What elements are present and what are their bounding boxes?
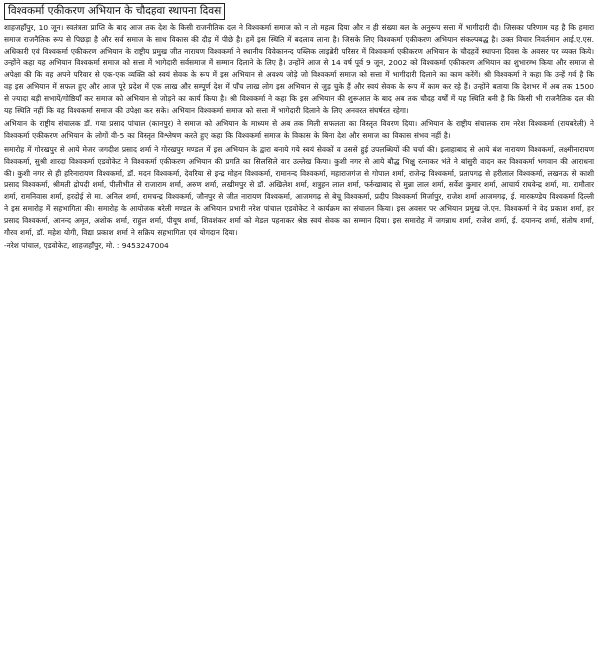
article-headline: विश्वकर्मा एकीकरण अभियान के चौदहवा स्थापना दिवस (4, 3, 225, 20)
article-paragraph-2: अभियान के राष्ट्रीय संचालक डॉ. गया प्रसाद पांचाल (कानपुर) ने समाज को अभियान के माध्यम से अब तक मिली सफलता का विस्तृत विवरण दिया। अभियान के राष्ट्रीय संचालक राम नरेश विश्वकर्मा (रायबरेली) ने विश्वकर्मा एकीकरण अभियान के लोगों वी-5 का विस्तृत विश्लेषण करते हुए कहा कि विश्वकर्मा समाज के विकास के बिना देश और समाज का विकास संभव नहीं है। (4, 119, 594, 141)
article-byline: -नरेश पांचाल, एडवोकेट, शाहजहाँपुर, मो. : 9453247004 (4, 241, 169, 251)
article-paragraph-3: समारोह में गोरखपुर से आये मेजर जगदीश प्रसाद शर्मा ने गोरखपुर मण्डल में इस अभियान के द्वारा बनाये गये स्वयं सेवकों व उससे हुई उपलब्धियों की चर्चा की। इलाहाबाद से आये बंश नारायण विश्वकर्मा, लक्ष्मीनारायण विश्वकर्मा, सुश्री शारदा विश्वकर्मा एडवोकेट ने विश्वकर्मा एकीकरण अभियान की प्रगति का सिलसिले वार उल्लेख किया। कुशी नगर से आये बौद्ध भिक्षु रत्नाकर भंते ने बांसुरी वादन कर विश्वकर्मा भगवान की आराधना की। कुशी नगर से ही हरिनारायण विश्वकर्मा, डॉ. मदन विश्वकर्मा, देवरिया से इन्द्र मोहन विश्वकर्मा, रामानन्द विश्वकर्मा, महाराजगंज से गोपाल शर्मा, राजेन्द्र विश्वकर्मा, प्रतापगढ़ से हरीलाल विश्वकर्मा, लखनऊ से काशी प्रसाद विश्वकर्मा, श्रीमती द्रोपदी शर्मा, पीलीभीत से राजाराम शर्मा, अरुण शर्मा, लखीमपुर से डॉ. अखिलेश शर्मा, शत्रुहन लाल शर्मा, फर्रुखाबाद से मुन्ना लाल शर्मा, सर्वेश कुमार शर्मा, आचार्य राघवेन्द्र शर्मा, मा. रामौतार शर्मा, रामनिवास शर्मा, हरदोई से मा. अनिल शर्मा, रामचन्द्र विश्वकर्मा, जौनपुर से जीत नारायण विश्वकर्मा, आजमगढ़ से बेचू विश्वकर्मा, प्रदीप विश्वकर्मा मिर्जापुर, राजेश शर्मा आजमगढ़, ई. मारकण्डेय विश्वकर्मा दिल्ली ने इस समारोह में सहभागिता की। समारोह के आयोजक बरेली मण्डल के अभियान प्रभारी नरेश पांचाल एडवोकेट ने कार्यक्रम का संचालन किया। इस अवसर पर अभियान प्रमुख जे.एन. विश्वकर्मा ने वेद प्रकाश शर्मा, हर प्रसाद विश्वकर्मा, आनन्द अमृत, अशोक शर्मा, राहुल शर्मा, पीयूष शर्मा, शिवशंकर शर्मा को मेडल पहनाकर श्रेष्ठ स्वयं सेवक का सम्मान दिया। इस समारोह में जगन्नाथ शर्मा, राजेश शर्मा, ई. दयानन्द शर्मा, संतोष शर्मा, गौरव शर्मा, डॉ. महेश योगी, विद्या प्रकाश शर्मा ने सक्रिय सहभागिता एवं योगदान दिया। (4, 144, 594, 237)
article-paragraph-1: शाहजहाँपुर, 10 जून। स्वतंत्रता प्राप्ति के बाद आज तक देश के किसी राजनीतिक दल ने विश्वकर्मा समाज को न तो महत्व दिया और न ही संख्या बल के अनुरूप सत्ता में भागीदारी दी। जिसका परिणाम यह है कि हमारा समाज राजनैतिक रूप से पिछड़ा है और सर्व समाज के साथ विकास की दौड़ में पीछे है। हमें इस स्थिति में बदलाव लाना है। जिसके लिए विश्वकर्मा एकीकरण अभियान संकल्पबद्ध है। उक्त विचार निवर्तमान आई.ए.एस. अधिकारी एवं विश्वकर्मा एकीकरण अभियान के राष्ट्रीय प्रमुख जीत नारायण विश्वकर्मा ने स्थानीय विवेकानन्द पब्लिक लाइब्रेरी परिसर में विश्वकर्मा एकीकरण अभियान के चौदहवें स्थापना दिवस के अवसर पर व्यक्त किये। उन्होंने कहा यह अभियान विश्वकर्मा समाज को सत्ता में भागेदारी सर्वसमाज में सम्मान दिलाने के लिए है। उन्होंने आज से 14 वर्ष पूर्व 9 जून, 2002 को विश्वकर्मा एकीकरण अभियान का शुभारम्भ किया और समाज से अपेक्षा की कि वह अपने परिवार से एक-एक व्यक्ति को स्वयं सेवक के रूप में इस अभियान से अवश्य जोड़े जो विश्वकर्मा समाज को सत्ता में भागीदारी दिलाने का काम करेंगें। श्री विश्वकर्मा ने कहा कि उन्हें गर्व है कि वह इस अभियान में सफल हुए और आज पूरे प्रदेश में एक लाख और सम्पूर्ण देश में पाँच लाख लोग इस अभियान से जुड़ चुके हैं और स्वयं सेवक के रूप में काम कर रहे हैं। उन्होंने बताया कि देशभर में अब तक 1500 से ज्यादा बड़ी सभायें/गोष्ठियाँ कर समाज को अभियान से जोड़ने का कार्य किया है। श्री विश्वकर्मा ने कहा कि इस अभियान की शुरूआत के बाद अब तक चौदह वर्षों में यह स्थिति बनी है कि किसी भी राजनैतिक दल की यह स्थिति नहीं कि वह विश्वकर्मा समाज की उपेक्षा कर सके। अभियान विश्वकर्मा समाज को सत्ता में भागेदारी दिलाने के लिए अनवरत संघर्षरत रहेगा। (4, 23, 594, 115)
